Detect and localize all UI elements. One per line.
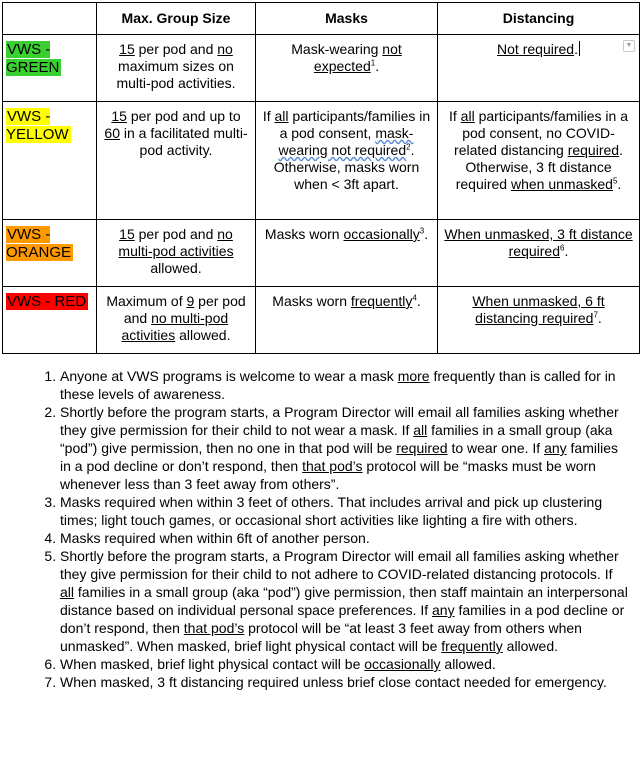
list-item: 3. Masks required when within 3 feet of others. That includes arrival and pick up clustering times; light touch games, or occasional short activities like lighting a fire with others.: [60, 493, 630, 529]
list-item: 7. When masked, 3 ft distancing required unless brief close contact needed for emergency.: [60, 673, 630, 691]
size-cell: 15 per pod and no maximum sizes on multi-pod activities.: [97, 35, 256, 102]
list-item: 1. Anyone at VWS programs is welcome to wear a mask more frequently than is called for in these levels of awareness.: [60, 367, 630, 403]
table-row: [3, 102, 640, 220]
masks-cell: Masks worn frequently$^4$.: [256, 287, 438, 354]
level-label-green: VWS - GREEN: [6, 41, 60, 76]
table-row: [3, 287, 640, 354]
chevron-down-icon[interactable]: ▼: [623, 40, 635, 52]
header-max-group-size: Max. Group Size: [97, 3, 256, 35]
footnotes-list: [0, 367, 630, 691]
text-cursor: [579, 41, 580, 56]
distancing-cell: If all participants/families in a pod consent, no COVID-related distancing required. Otherwise, 3 ft distance required when unmasked$^5$.: [438, 102, 640, 220]
size-cell: 15 per pod and no multi-pod activities allowed.: [97, 220, 256, 287]
table-row: [3, 35, 640, 102]
level-cell-yellow: [3, 102, 97, 220]
list-item: 2. Shortly before the program starts, a Program Director will email all families asking whether they give permission for their child to not wear a mask. If all families in a small group (aka “pod”) give permission, then no one in that pod will be required to wear one. If any families in a pod decline or don’t respond, then that pod’s protocol will be “masks must be worn whenever less than 3 feet away from others”.: [60, 403, 630, 493]
header-distancing: Distancing: [438, 3, 640, 35]
awareness-levels-table: [2, 2, 640, 354]
header-row: [3, 3, 640, 35]
masks-cell: If all participants/families in a pod consent, mask-wearing not required$^2$. Otherwise, masks worn when < 3ft apart.: [256, 102, 438, 220]
size-cell: Maximum of 9 per pod and no multi-pod activities allowed.: [97, 287, 256, 354]
header-empty: [3, 3, 97, 35]
level-label-yellow: VWS - YELLOW: [6, 108, 69, 143]
level-cell-orange: [3, 220, 97, 287]
size-cell: 15 per pod and up to 60 in a facilitated multi-pod activity.: [97, 102, 256, 220]
level-cell-green: [3, 35, 97, 102]
list-item: 5. Shortly before the program starts, a Program Director will email all families asking whether they give permission for their child to not adhere to COVID-related distancing protocols. If all families in a small group (aka “pod”) give permission, then staff maintain an interpersonal distance based on individual personal space preferences. If any families in a pod decline or don’t respond, then that pod’s protocol will be “at least 3 feet away from others when unmasked”. When masked, brief light physical contact will be frequently allowed.: [60, 547, 630, 655]
list-item: 4. Masks required when within 6ft of another person.: [60, 529, 630, 547]
masks-cell: Mask-wearing not expected$^1$.: [256, 35, 438, 102]
level-cell-red: [3, 287, 97, 354]
level-label-orange: VWS - ORANGE: [6, 226, 72, 261]
list-item: 6. When masked, brief light physical contact will be occasionally allowed.: [60, 655, 630, 673]
level-label-red: VWS - RED: [7, 293, 87, 310]
distancing-cell: When unmasked, 3 ft distance required$^6$.: [438, 220, 640, 287]
distancing-cell[interactable]: Not required. ▼: [438, 35, 640, 102]
table-row: [3, 220, 640, 287]
masks-cell: Masks worn occasionally$^3$.: [256, 220, 438, 287]
distancing-cell: When unmasked, 6 ft distancing required$^7$.: [438, 287, 640, 354]
header-masks: Masks: [256, 3, 438, 35]
